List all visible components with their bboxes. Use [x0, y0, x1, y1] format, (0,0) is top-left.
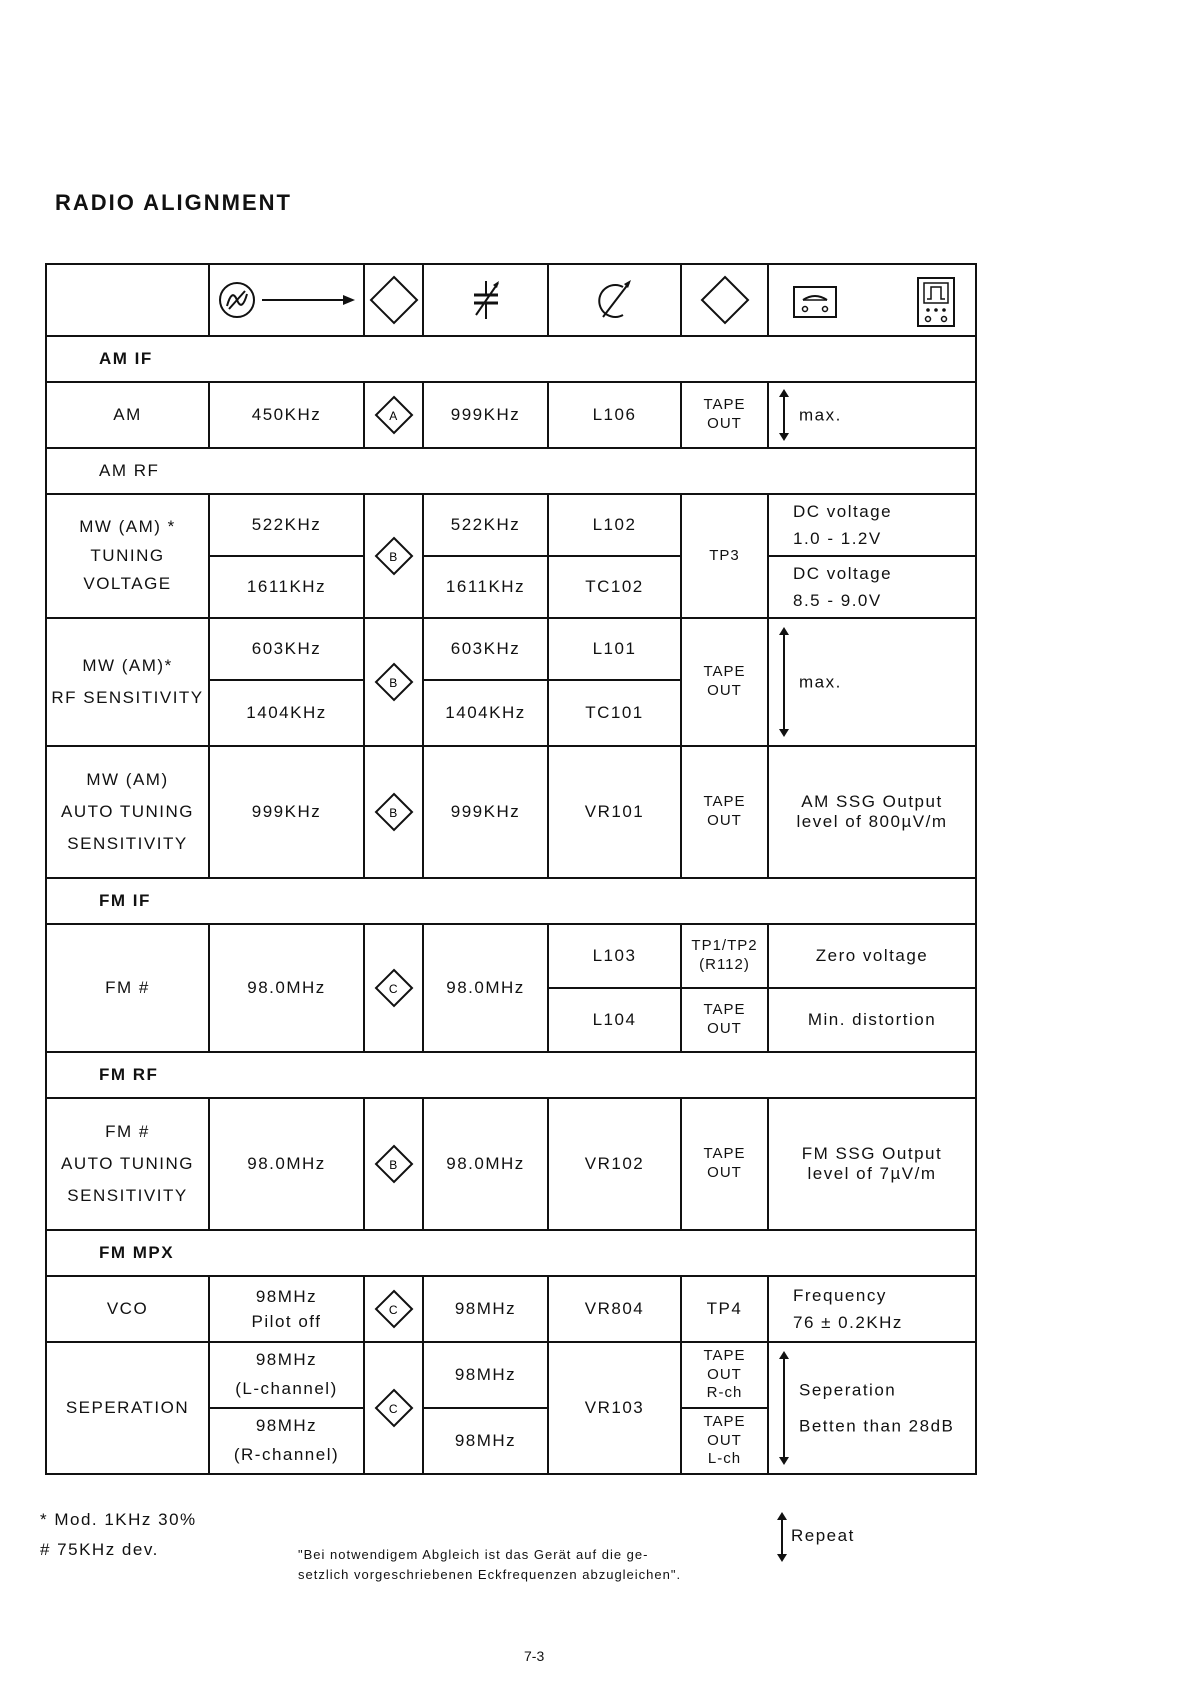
point-letter: B	[388, 676, 399, 690]
point-letter: B	[388, 550, 399, 564]
result-text: DC voltage 1.0 - 1.2V	[768, 494, 976, 556]
adjust-part: VR102	[548, 1098, 681, 1230]
legal-note: "Bei notwendigem Abgleich ist das Gerät auf die ge- setzlich vorgeschriebenen Eckfrequenzen abzugleichen".	[298, 1547, 682, 1583]
header-measure-cell	[681, 264, 768, 336]
signal-point-badge	[364, 1276, 423, 1342]
point-letter: C	[388, 1402, 399, 1416]
row-fm-if-a	[46, 924, 976, 988]
row-am	[46, 382, 976, 448]
result-cell	[768, 618, 976, 746]
meter-icon	[793, 286, 837, 318]
input-frequency: 98MHz (L-channel)	[209, 1342, 364, 1408]
input-frequency: 999KHz	[209, 746, 364, 878]
row-fm-auto	[46, 1098, 976, 1230]
section-label: FM RF	[46, 1052, 976, 1098]
signal-point-icon	[369, 275, 419, 325]
page-number: 7-3	[524, 1648, 545, 1664]
section-label: AM IF	[46, 336, 976, 382]
result-text: Frequency 76 ± 0.2KHz	[768, 1276, 976, 1342]
repeat-arrow-icon	[783, 629, 785, 735]
dial-frequency: 603KHz	[423, 618, 548, 680]
point-letter: B	[388, 1158, 399, 1172]
adjust-part: VR101	[548, 746, 681, 878]
section-label: FM IF	[46, 878, 976, 924]
result-text: FM SSG Output level of 7µV/m	[768, 1098, 976, 1230]
row-label: AM	[46, 382, 209, 448]
adjust-part: L104	[548, 988, 681, 1052]
header-signal-generator-cell	[209, 264, 364, 336]
signal-point-badge	[364, 1342, 423, 1474]
dial-frequency: 98MHz	[423, 1342, 548, 1408]
signal-point-badge	[364, 924, 423, 1052]
variable-capacitor-icon	[468, 277, 504, 323]
section-row-fm-mpx	[46, 1230, 976, 1276]
adjust-part: L102	[548, 494, 681, 556]
row-mw-rf-a	[46, 618, 976, 680]
measure-point: TP3	[681, 494, 768, 618]
row-mw-tuning-a	[46, 494, 976, 556]
measure-point: TAPE OUT	[681, 1098, 768, 1230]
row-label: MW (AM)* RF SENSITIVITY	[46, 618, 209, 746]
footnote-mod: * Mod. 1KHz 30%	[40, 1510, 197, 1529]
row-sep-a	[46, 1342, 976, 1408]
dial-frequency: 1611KHz	[423, 556, 548, 618]
section-row-am-if	[46, 336, 976, 382]
point-letter: C	[388, 982, 399, 996]
header-adjust-cell	[548, 264, 681, 336]
input-frequency: 450KHz	[209, 382, 364, 448]
dial-frequency: 999KHz	[423, 382, 548, 448]
section-row-am-rf	[46, 448, 976, 494]
adjust-part: VR103	[548, 1342, 681, 1474]
input-frequency: 98.0MHz	[209, 924, 364, 1052]
input-frequency: 98.0MHz	[209, 1098, 364, 1230]
result-text: max.	[799, 672, 842, 692]
result-text: DC voltage 8.5 - 9.0V	[768, 556, 976, 618]
result-text: Seperation Betten than 28dB	[799, 1380, 955, 1435]
result-cell	[768, 1342, 976, 1474]
measure-point: TAPE OUT L-ch	[681, 1408, 768, 1474]
point-letter: A	[388, 409, 399, 423]
section-label: FM MPX	[46, 1230, 976, 1276]
section-row-fm-rf	[46, 1052, 976, 1098]
header-signal-point-cell	[364, 264, 423, 336]
input-frequency: 98MHz (R-channel)	[209, 1408, 364, 1474]
row-label: VCO	[46, 1276, 209, 1342]
dial-frequency: 98MHz	[423, 1276, 548, 1342]
oscilloscope-icon	[917, 277, 955, 327]
input-frequency: 1404KHz	[209, 680, 364, 746]
header-dial-cell	[423, 264, 548, 336]
signal-generator-icon	[217, 278, 357, 322]
measure-point: TAPE OUT	[681, 618, 768, 746]
repeat-arrow-icon	[783, 1353, 785, 1463]
dial-frequency: 522KHz	[423, 494, 548, 556]
measurement-point-icon	[700, 275, 750, 325]
measure-point: TP4	[681, 1276, 768, 1342]
row-label: MW (AM) * TUNING VOLTAGE	[46, 494, 209, 618]
header-instruments-cell	[768, 264, 976, 336]
result-cell	[768, 382, 976, 448]
adjust-part: VR804	[548, 1276, 681, 1342]
adjustment-point-icon	[593, 277, 637, 323]
adjust-part: TC102	[548, 556, 681, 618]
result-text: Min. distortion	[768, 988, 976, 1052]
page-title: RADIO ALIGNMENT	[55, 190, 292, 215]
measure-point: TAPE OUT	[681, 988, 768, 1052]
row-label: MW (AM) AUTO TUNING SENSITIVITY	[46, 746, 209, 878]
signal-point-badge	[364, 382, 423, 448]
adjust-part: L106	[548, 382, 681, 448]
signal-point-badge	[364, 746, 423, 878]
dial-frequency: 98MHz	[423, 1408, 548, 1474]
section-row-fm-if	[46, 878, 976, 924]
input-frequency: 98MHz Pilot off	[209, 1276, 364, 1342]
footnote-repeat: Repeat	[791, 1526, 855, 1545]
footnote-dev: # 75KHz dev.	[40, 1540, 159, 1559]
dial-frequency: 1404KHz	[423, 680, 548, 746]
measure-point: TP1/TP2 (R112)	[681, 924, 768, 988]
signal-point-badge	[364, 1098, 423, 1230]
row-label: SEPERATION	[46, 1342, 209, 1474]
repeat-arrow-icon	[783, 391, 785, 439]
measure-point: TAPE OUT	[681, 382, 768, 448]
adjust-part: L103	[548, 924, 681, 988]
header-empty-cell	[46, 264, 209, 336]
adjust-part: TC101	[548, 680, 681, 746]
result-text: Zero voltage	[768, 924, 976, 988]
dial-frequency: 999KHz	[423, 746, 548, 878]
section-label: AM RF	[46, 448, 976, 494]
result-text: AM SSG Output level of 800µV/m	[768, 746, 976, 878]
signal-point-badge	[364, 618, 423, 746]
row-vco	[46, 1276, 976, 1342]
dial-frequency: 98.0MHz	[423, 924, 548, 1052]
alignment-table	[45, 263, 977, 1475]
input-frequency: 1611KHz	[209, 556, 364, 618]
point-letter: B	[388, 806, 399, 820]
dial-frequency: 98.0MHz	[423, 1098, 548, 1230]
input-frequency: 522KHz	[209, 494, 364, 556]
adjust-part: L101	[548, 618, 681, 680]
row-label: FM #	[46, 924, 209, 1052]
signal-point-badge	[364, 494, 423, 618]
repeat-arrow-icon	[781, 1514, 783, 1560]
input-frequency: 603KHz	[209, 618, 364, 680]
row-mw-auto	[46, 746, 976, 878]
point-letter: C	[388, 1303, 399, 1317]
result-text: max.	[799, 405, 842, 425]
row-label: FM # AUTO TUNING SENSITIVITY	[46, 1098, 209, 1230]
header-row	[46, 264, 976, 336]
measure-point: TAPE OUT R-ch	[681, 1342, 768, 1408]
measure-point: TAPE OUT	[681, 746, 768, 878]
